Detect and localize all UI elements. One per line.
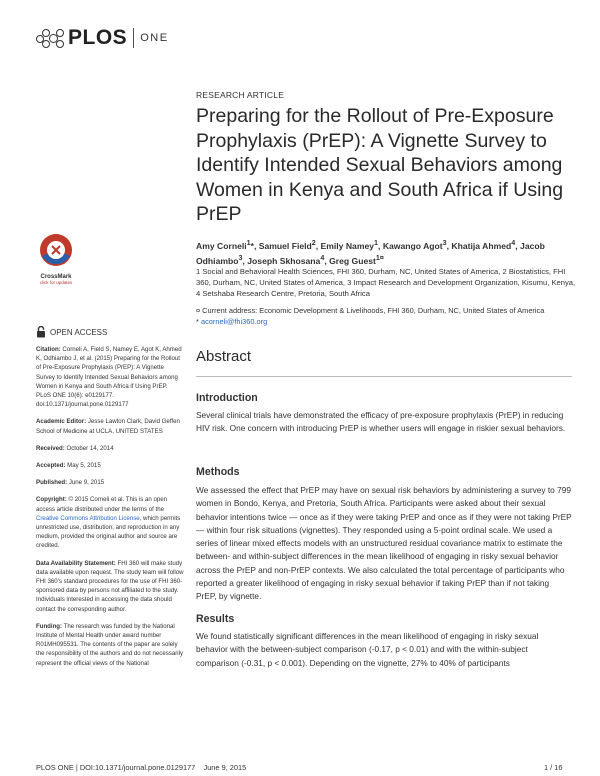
section-text-introduction: Several clinical trials have demonstrated the efficacy of pre-exposure prophylaxis (PrEP) in reducing HIV risk. One concern with introducing PrEP is whether users will engage in riskier sexual behaviors. — [196, 410, 566, 434]
author-list: Amy Corneli$^1$*, Samuel Field$^2$, Emily Namey$^1$, Kawango Agot$^3$, Khatija Ahmed$^4$, Jacob Odhiambo$^3$, Joseph Skhosana$^4$, Greg Guest$^{1¤}$ — [196, 239, 545, 267]
section-text-methods: We assessed the effect that PrEP may have on sexual risk behaviors by administering a survey to 799 women in Bondo, Kenya, and Pretoria, South Africa. Participants were asked about their sexual behavior intentions twice — once as if they were taking PrEP and once as if they were not taking PrEP — within four risk situations (vignettes). They responded using a 5-point ordinal scale. We used a series of linear mixed effects models with an unstructured residual covariance matrix to estimate the between- and within-subject differences in the mean likelihood of engaging in risky sexual behavior across the PrEP and non-PrEP contexts. We also calculated the total percentage of participants who reported a greater likelihood of engaging in risky sexual behavior if taking PrEP than if not taking PrEP, by vignette. — [196, 485, 572, 602]
footer-date: June 9, 2015 — [203, 763, 247, 772]
data-availability: Data Availability Statement: FHI 360 will make study data available upon request. The study team will follow FHI 360's standard procedures for the use of FHI 360-sponsored data by persons not affiliated to the study. Individuals interested in accessing the data should contact the corresponding author. — [36, 559, 184, 613]
citation: Citation: Corneli A, Field S, Namey E, Agot K, Ahmed K, Odhiambo J, et al. (2015) Preparing for the Rollout of Pre-Exposure Prophylaxis (PrEP): A Vignette Survey to Identify Intended Sexual Behaviors among Women in Kenya and South Africa if Using PrEP. PLoS ONE 10(6): e0129177. doi:10.1371/journal.pone.0129177 — [36, 346, 182, 409]
crossmark-badge[interactable] — [36, 232, 76, 285]
author[interactable]: Amy Corneli$^1$* — [196, 239, 254, 251]
section-text-results: We found statistically significant differences in the mean likelihood of engaging in risky sexual behavior with the between-subject comparison (-0.17, p < 0.01) and with the within-subject comparison (-0.31, p < 0.001). Depending on the vignette, 27% to 40% of participants — [196, 631, 539, 668]
crossmark-sublabel: click for updates — [39, 280, 73, 285]
section-heading-results: Results — [196, 613, 235, 625]
published-date: Published: June 9, 2015 — [36, 479, 105, 487]
abstract-heading: Abstract — [196, 348, 252, 365]
crossmark-icon — [36, 232, 76, 268]
author[interactable]: Jacob Odhiambo$^3$ — [196, 240, 545, 267]
section-heading-methods: Methods — [196, 466, 240, 478]
journal-logo — [36, 26, 169, 50]
accepted-date: Accepted: May 5, 2015 — [36, 462, 101, 470]
author[interactable]: Khatija Ahmed$^4$ — [451, 239, 516, 251]
page-number: 1 / 16 — [544, 763, 563, 772]
academic-editor: Academic Editor: Jesse Lawton Clark, David Geffen School of Medicine at UCLA, UNITED STATES — [36, 418, 180, 435]
current-address: ¤ Current address: Economic Development & Livelihoods, FHI 360, Durham, NC, United States of America — [196, 306, 545, 315]
author[interactable]: Emily Namey$^1$ — [320, 239, 379, 251]
author[interactable]: Kawango Agot$^3$ — [382, 239, 447, 251]
open-access-badge: OPEN ACCESS — [36, 326, 107, 338]
logo-divider — [133, 28, 134, 48]
article-title: Preparing for the Rollout of Pre-Exposure Prophylaxis (PrEP): A Vignette Survey to Identify Intended Sexual Behaviors among Women in Kenya and South Africa if Using PrEP — [196, 105, 564, 225]
license-link[interactable]: Creative Commons Attribution License — [36, 514, 140, 522]
logo-journal: ONE — [140, 32, 169, 44]
crossmark-label: CrossMark — [40, 274, 72, 280]
logo-brand: PLOS — [68, 26, 128, 49]
section-heading-introduction: Introduction — [196, 392, 258, 404]
article-type: RESEARCH ARTICLE — [196, 90, 285, 100]
article-metadata-sidebar — [36, 345, 184, 676]
received-date: Received: October 14, 2014 — [36, 444, 114, 452]
author[interactable]: Samuel Field$^2$ — [258, 239, 316, 251]
author[interactable]: Greg Guest$^{1¤}$ — [329, 254, 384, 267]
author[interactable]: Joseph Skhosana$^4$ — [247, 254, 325, 267]
divider — [196, 376, 572, 377]
affiliations: 1 Social and Behavioral Health Sciences, FHI 360, Durham, NC, United States of America, 2 Biostatistics, FHI 360, Durham, NC, United States of America, 3 Impact Research and Development Organization, Kisumu, Kenya, 4 Setshaba Research Centre, Pretoria, South Africa — [196, 267, 576, 299]
footer-citation: PLOS ONE | DOI:10.1371/journal.pone.0129177 June 9, 2015 — [36, 763, 247, 772]
open-lock-icon — [36, 326, 46, 338]
corresponding-info: ¤ Current address: Economic Development & Livelihoods, FHI 360, Durham, NC, United States of America * acorneli@fhi360.org — [196, 306, 581, 327]
plos-logo-icon — [36, 27, 64, 49]
funding: Funding: The research was funded by the National Institute of Mental Health under award number R01MH095531. The contents of the paper are solely the responsibility of the authors and do not necessarily represent the official views of the National — [36, 622, 184, 667]
copyright: Copyright: © 2015 Corneli et al. This is an open access article distributed under the terms of the Creative Commons Attribution License, which permits unrestricted use, distribution, and reproduction in any medium, provided the original author and source are credited. — [36, 496, 181, 550]
corresponding-email-link[interactable]: acorneli@fhi360.org — [200, 316, 268, 326]
